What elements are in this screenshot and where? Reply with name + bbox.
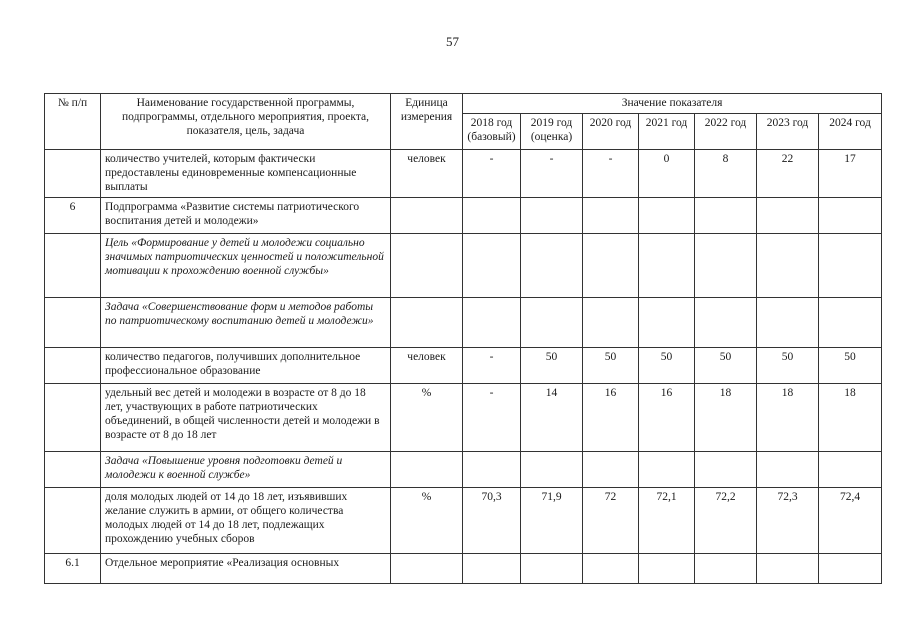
row-value: 18 xyxy=(757,384,819,452)
header-col-values: Значение показателя xyxy=(463,94,882,114)
row-value: - xyxy=(521,150,583,198)
row-value xyxy=(695,234,757,298)
row-value: 0 xyxy=(639,150,695,198)
row-value: 72,4 xyxy=(819,488,882,554)
header-col-num: № п/п xyxy=(45,94,101,150)
row-value xyxy=(639,554,695,584)
row-value xyxy=(463,298,521,348)
row-value: 17 xyxy=(819,150,882,198)
row-value xyxy=(521,298,583,348)
row-value: 18 xyxy=(819,384,882,452)
row-unit: % xyxy=(391,488,463,554)
row-value xyxy=(583,234,639,298)
row-value: 72,3 xyxy=(757,488,819,554)
table-row xyxy=(45,488,882,554)
row-value: - xyxy=(463,384,521,452)
row-value xyxy=(583,554,639,584)
row-value: 50 xyxy=(639,348,695,384)
table-row xyxy=(45,384,882,452)
row-value: 70,3 xyxy=(463,488,521,554)
table-row xyxy=(45,452,882,488)
row-value xyxy=(463,198,521,234)
row-value: 72,1 xyxy=(639,488,695,554)
row-value xyxy=(757,234,819,298)
row-value xyxy=(819,298,882,348)
row-value xyxy=(463,452,521,488)
row-num: 6.1 xyxy=(45,554,101,584)
row-name: Подпрограмма «Развитие системы патриотического воспитания детей и молодежи» xyxy=(101,198,391,234)
row-num xyxy=(45,384,101,452)
row-value xyxy=(757,198,819,234)
row-name: удельный вес детей и молодежи в возрасте от 8 до 18 лет, участвующих в работе патриотических объединений, в общей численности детей и молодежи в возрасте от 8 до 18 лет xyxy=(101,384,391,452)
row-name: Задача «Совершенствование форм и методов работы по патриотическому воспитанию детей и молодежи» xyxy=(101,298,391,348)
row-name: доля молодых людей от 14 до 18 лет, изъявивших желание служить в армии, от общего количества молодых людей от 14 до 18 лет, подлежащих прохождению учебных сборов xyxy=(101,488,391,554)
table-row xyxy=(45,198,882,234)
row-value xyxy=(521,234,583,298)
row-value xyxy=(521,452,583,488)
row-value xyxy=(695,452,757,488)
header-year: 2020 год xyxy=(583,114,639,150)
row-value xyxy=(521,554,583,584)
row-value xyxy=(819,452,882,488)
row-value: - xyxy=(583,150,639,198)
row-value: 22 xyxy=(757,150,819,198)
row-value: 50 xyxy=(695,348,757,384)
row-name: Отдельное мероприятие «Реализация основных xyxy=(101,554,391,584)
header-year: 2022 год xyxy=(695,114,757,150)
row-value: 50 xyxy=(757,348,819,384)
row-num xyxy=(45,298,101,348)
row-name: количество учителей, которым фактически предоставлены единовременные компенсационные выплаты xyxy=(101,150,391,198)
row-value xyxy=(695,554,757,584)
row-value: 50 xyxy=(819,348,882,384)
table-row xyxy=(45,554,882,584)
header-year: 2019 год (оценка) xyxy=(521,114,583,150)
page-number: 57 xyxy=(446,34,459,49)
row-value xyxy=(583,298,639,348)
row-num: 6 xyxy=(45,198,101,234)
header-col-unit: Единица измерения xyxy=(391,94,463,150)
row-name: количество педагогов, получивших дополнительное профессиональное образование xyxy=(101,348,391,384)
row-value: 16 xyxy=(639,384,695,452)
row-value: 50 xyxy=(583,348,639,384)
table-row xyxy=(45,348,882,384)
row-value: 18 xyxy=(695,384,757,452)
row-value xyxy=(695,198,757,234)
row-unit xyxy=(391,298,463,348)
row-value: 16 xyxy=(583,384,639,452)
row-unit xyxy=(391,452,463,488)
row-value xyxy=(639,452,695,488)
row-num xyxy=(45,234,101,298)
row-unit xyxy=(391,234,463,298)
table-row xyxy=(45,298,882,348)
row-num xyxy=(45,452,101,488)
header-year: 2024 год xyxy=(819,114,882,150)
row-value xyxy=(583,452,639,488)
row-value: 71,9 xyxy=(521,488,583,554)
row-value: 8 xyxy=(695,150,757,198)
row-unit: % xyxy=(391,384,463,452)
header-col-name: Наименование государственной программы, подпрограммы, отдельного мероприятия, проекта, показателя, цель, задача xyxy=(101,94,391,150)
row-unit xyxy=(391,554,463,584)
row-value xyxy=(757,452,819,488)
row-value xyxy=(757,554,819,584)
row-name: Задача «Повышение уровня подготовки детей и молодежи к военной службе» xyxy=(101,452,391,488)
row-value xyxy=(819,234,882,298)
row-value xyxy=(819,554,882,584)
table-row xyxy=(45,150,882,198)
row-value xyxy=(463,554,521,584)
row-num xyxy=(45,348,101,384)
row-name: Цель «Формирование у детей и молодежи социально значимых патриотических ценностей и положительной мотивации к прохождению военной службы» xyxy=(101,234,391,298)
header-year: 2018 год (базовый) xyxy=(463,114,521,150)
header-year: 2021 год xyxy=(639,114,695,150)
row-value xyxy=(819,198,882,234)
row-value xyxy=(695,298,757,348)
row-unit: человек xyxy=(391,150,463,198)
row-value: - xyxy=(463,150,521,198)
row-value xyxy=(463,234,521,298)
row-value: 72,2 xyxy=(695,488,757,554)
row-value: 14 xyxy=(521,384,583,452)
row-value: - xyxy=(463,348,521,384)
row-value xyxy=(583,198,639,234)
row-value: 72 xyxy=(583,488,639,554)
row-unit xyxy=(391,198,463,234)
row-num xyxy=(45,488,101,554)
row-value xyxy=(639,198,695,234)
row-value xyxy=(639,234,695,298)
table-row xyxy=(45,234,882,298)
header-year: 2023 год xyxy=(757,114,819,150)
row-num xyxy=(45,150,101,198)
indicators-table xyxy=(44,93,882,584)
row-value xyxy=(757,298,819,348)
row-value: 50 xyxy=(521,348,583,384)
row-value xyxy=(521,198,583,234)
row-unit: человек xyxy=(391,348,463,384)
row-value xyxy=(639,298,695,348)
